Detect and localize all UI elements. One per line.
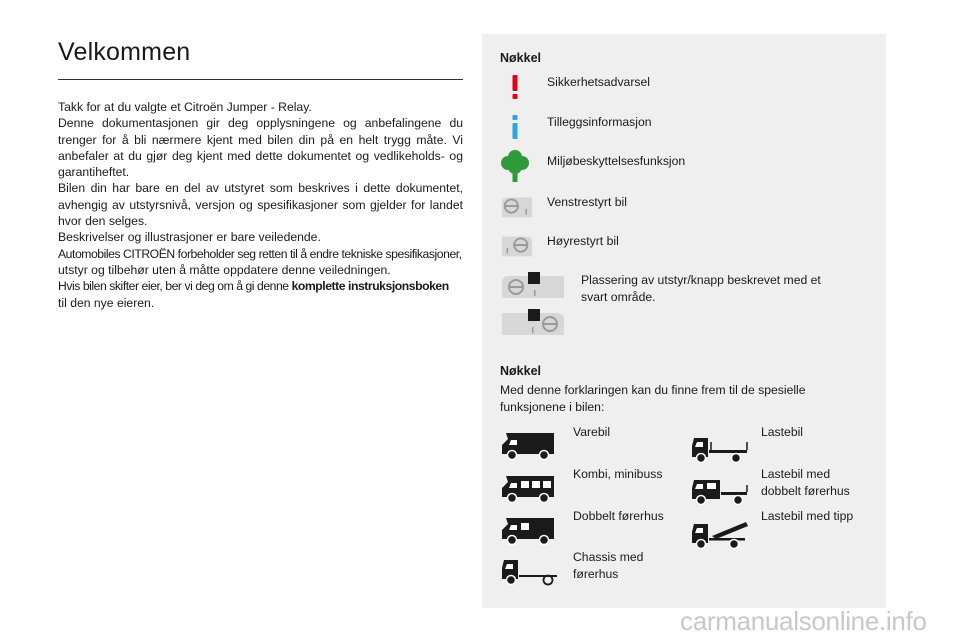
double-cab-van-icon: [500, 512, 562, 546]
legend-label: Høyrestyrt bil: [547, 234, 619, 248]
intro-bold-text: komplette instruksjonsboken: [291, 279, 449, 294]
intro-paragraph: Automobiles CITROËN forbeholder seg retten til å endre tekniske spesifikasjoner,: [58, 246, 462, 261]
vehicle-label: Chassis med førerhus: [573, 550, 644, 581]
tree-icon: [500, 151, 530, 181]
legend-label: Miljøbeskyttelsesfunksjon: [547, 154, 686, 168]
legend-label: Plassering av utstyr/knapp beskrevet med et svart område.: [581, 273, 821, 304]
chassis-cab-icon: [500, 552, 566, 586]
vehicle-label: Varebil: [573, 425, 611, 439]
right-hand-drive-icon: [500, 231, 534, 261]
intro-paragraph: Takk for at du valgte et Citroën Jumper - Relay.: [58, 100, 312, 114]
watermark: carmanualsonline.info: [680, 606, 927, 636]
legend-item-info: [500, 112, 652, 142]
legend-description: Med denne forklaringen kan du finne frem til de spesielle funksjonene i bilen:: [500, 383, 806, 414]
minibus-icon: [500, 470, 562, 504]
vehicle-label: Kombi, minibuss: [573, 467, 663, 481]
tipper-truck-icon: [690, 514, 752, 550]
info-icon: [500, 112, 530, 142]
intro-paragraph: utstyr og tilbehør uten å måtte oppdatere denne veiledningen.: [58, 262, 391, 277]
page-title: Velkommen: [58, 38, 191, 66]
intro-paragraph: til den nye eieren.: [58, 295, 155, 310]
intro-paragraph: [58, 278, 463, 294]
vehicle-label: Lastebil med dobbelt førerhus: [761, 467, 850, 498]
vehicle-label: Lastebil: [761, 425, 804, 439]
legend-panel: [482, 34, 886, 608]
legend-label: Sikkerhetsadvarsel: [547, 75, 650, 89]
legend-item-equipment-location: [500, 272, 821, 334]
legend-label: Venstrestyrt bil: [547, 195, 627, 209]
truck-icon: [690, 430, 752, 464]
legend-item-rhd: [500, 231, 619, 261]
legend-item-environment: [500, 151, 686, 181]
van-icon: [500, 427, 562, 461]
equipment-location-icon: [500, 272, 570, 334]
intro-paragraph: Beskrivelser og illustrasjoner er bare veiledende.: [58, 230, 321, 245]
legend-item-safety: [500, 72, 650, 102]
double-cab-truck-icon: [690, 472, 752, 506]
left-hand-drive-icon: [500, 192, 534, 222]
legend-heading: Nøkkel: [500, 51, 541, 65]
legend-heading-2: Nøkkel: [500, 364, 541, 378]
legend-item-lhd: [500, 192, 627, 222]
exclamation-icon: [500, 72, 530, 102]
legend-label: Tilleggsinformasjon: [547, 115, 652, 129]
intro-section: [58, 38, 463, 311]
intro-paragraph: Denne dokumentasjonen gir deg opplysningene og anbefalingene du trenger for å bli nærmere kjent med bilen din på en helt trygg måte. Vi anbefaler at du gjør deg kjent med dette dokumentet og vedlikeholds- og garantiheftet.: [58, 116, 463, 180]
intro-paragraph: Bilen din har bare en del av utstyret som beskrives i dette dokumentet, avhengig av utstyrsnivå, versjon og spesifikasjoner som gjelder for landet hvor den selges.: [58, 181, 463, 229]
title-divider: [58, 79, 463, 80]
intro-text: [58, 99, 463, 311]
vehicle-label: Lastebil med tipp: [761, 509, 854, 523]
intro-text-span: Hvis bilen skifter eier, ber vi deg om å gi denne: [58, 279, 292, 294]
vehicle-label: Dobbelt førerhus: [573, 509, 664, 523]
